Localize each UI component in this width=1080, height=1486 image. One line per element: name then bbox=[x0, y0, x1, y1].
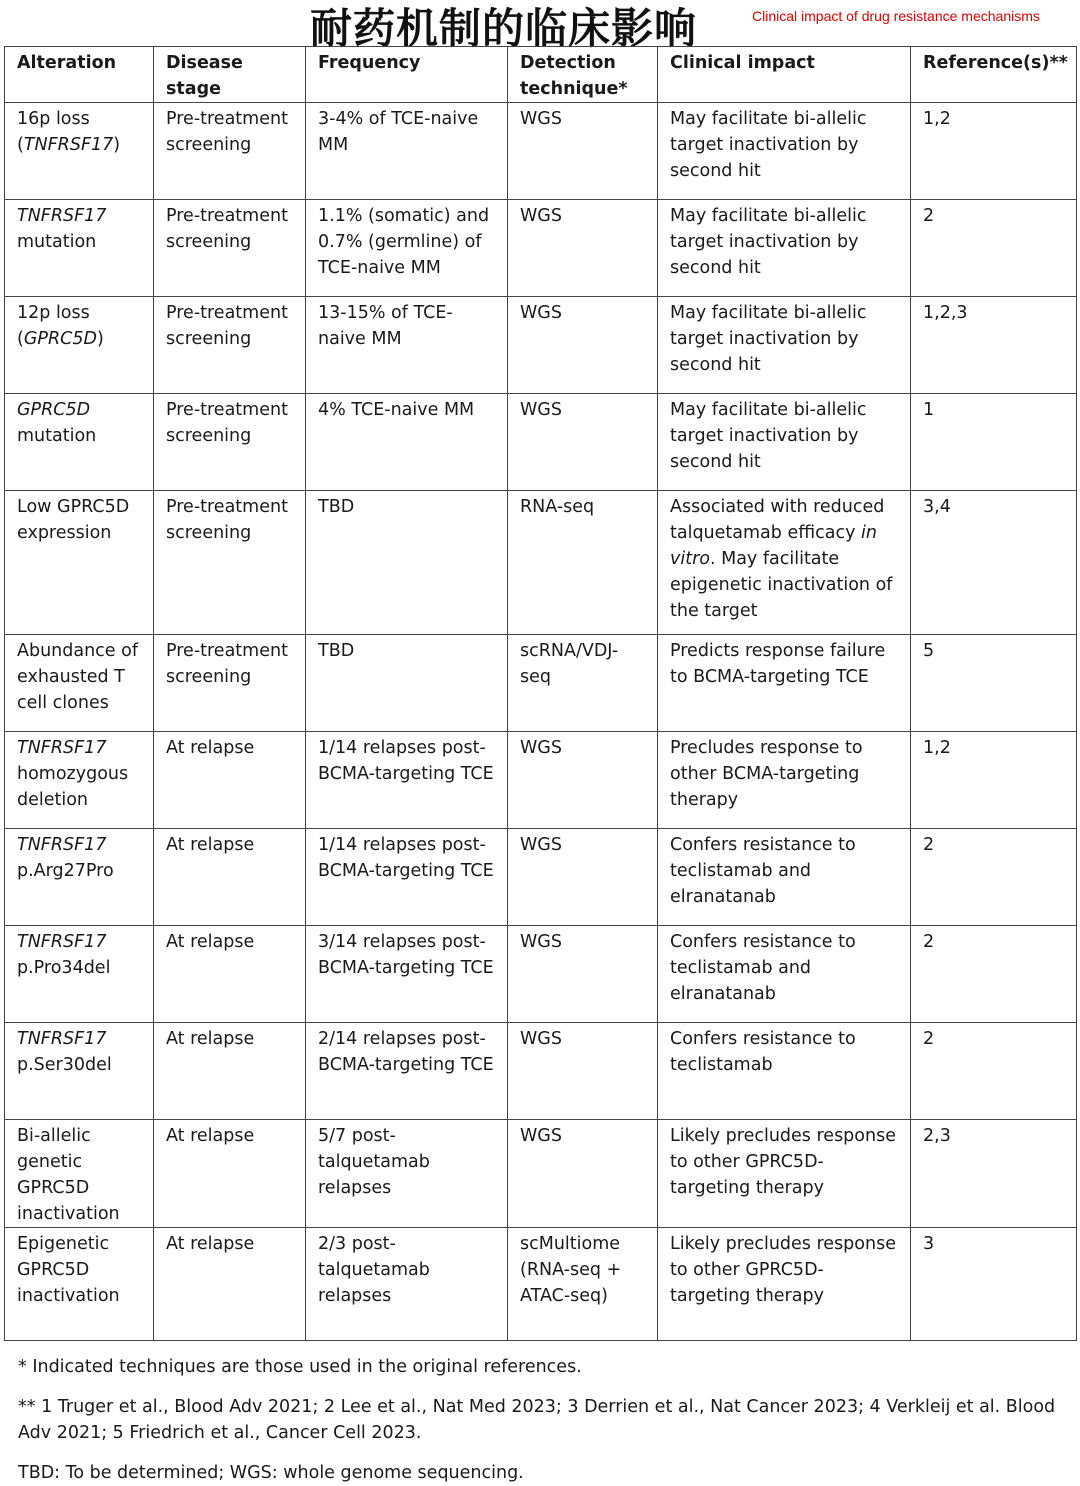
table-row bbox=[5, 394, 1077, 491]
cell-references: 3,4 bbox=[911, 491, 1077, 635]
cell-disease-stage: Pre-treatment screening bbox=[154, 200, 306, 297]
impact-text: Confers resistance to teclistamab bbox=[670, 1029, 856, 1075]
footnote-references: ** 1 Truger et al., Blood Adv 2021; 2 Lee et al., Nat Med 2023; 3 Derrien et al., Nat Cancer 2023; 4 Verkleij et al. Blood Adv 2021; 5 Friedrich et al., Cancer Cell 2023. bbox=[18, 1397, 1056, 1443]
cell-frequency: 1/14 relapses post-BCMA-targeting TCE bbox=[306, 732, 508, 829]
cell-clinical-impact bbox=[658, 1120, 911, 1228]
cell-alteration bbox=[5, 200, 154, 297]
cell-frequency: 1.1% (somatic) and 0.7% (germline) of TCE-naive MM bbox=[306, 200, 508, 297]
cell-frequency: 1/14 relapses post-BCMA-targeting TCE bbox=[306, 829, 508, 926]
alteration-suffix: p.Pro34del bbox=[17, 958, 111, 978]
cell-frequency: TBD bbox=[306, 635, 508, 732]
alteration-suffix: ) bbox=[113, 135, 121, 155]
cell-disease-stage: Pre-treatment screening bbox=[154, 297, 306, 394]
table-row bbox=[5, 926, 1077, 1023]
cell-frequency: 5/7 post-talquetamab relapses bbox=[306, 1120, 508, 1228]
cell-detection-technique: WGS bbox=[508, 103, 658, 200]
table-row bbox=[5, 1228, 1077, 1341]
cell-alteration bbox=[5, 394, 154, 491]
table-row bbox=[5, 491, 1077, 635]
cell-detection-technique: scRNA/VDJ-seq bbox=[508, 635, 658, 732]
impact-text: Precludes response to other BCMA-targeting therapy bbox=[670, 738, 863, 810]
gene-name: TNFRSF17 bbox=[17, 835, 107, 855]
cell-alteration bbox=[5, 829, 154, 926]
cell-detection-technique: WGS bbox=[508, 926, 658, 1023]
cell-alteration bbox=[5, 491, 154, 635]
gene-name: TNFRSF17 bbox=[17, 206, 107, 226]
cell-references: 2 bbox=[911, 1023, 1077, 1120]
table-row bbox=[5, 200, 1077, 297]
cell-disease-stage: Pre-treatment screening bbox=[154, 394, 306, 491]
cell-alteration bbox=[5, 297, 154, 394]
cell-detection-technique: WGS bbox=[508, 1120, 658, 1228]
cell-alteration bbox=[5, 635, 154, 732]
cell-clinical-impact bbox=[658, 200, 911, 297]
page-title-english: Clinical impact of drug resistance mechanisms bbox=[752, 8, 1040, 24]
cell-disease-stage: Pre-treatment screening bbox=[154, 103, 306, 200]
cell-disease-stage: At relapse bbox=[154, 926, 306, 1023]
cell-disease-stage: At relapse bbox=[154, 1023, 306, 1120]
impact-text: Likely precludes response to other GPRC5D-targeting therapy bbox=[670, 1126, 896, 1198]
column-header-detection-technique: Detection technique* bbox=[508, 47, 658, 103]
alteration-suffix: homozygous deletion bbox=[17, 764, 129, 810]
cell-detection-technique: scMultiome (RNA-seq + ATAC-seq) bbox=[508, 1228, 658, 1341]
column-header-disease-stage: Disease stage bbox=[154, 47, 306, 103]
cell-detection-technique: WGS bbox=[508, 297, 658, 394]
cell-clinical-impact bbox=[658, 635, 911, 732]
gene-name: TNFRSF17 bbox=[17, 738, 107, 758]
cell-detection-technique: WGS bbox=[508, 732, 658, 829]
gene-name: TNFRSF17 bbox=[17, 1029, 107, 1049]
impact-text: May facilitate bi-allelic target inactivation by second hit bbox=[670, 109, 867, 181]
cell-references: 2 bbox=[911, 926, 1077, 1023]
impact-text: Associated with reduced talquetamab efficacy bbox=[670, 497, 885, 543]
cell-references: 2 bbox=[911, 200, 1077, 297]
gene-name: GPRC5D bbox=[17, 400, 91, 420]
table-row bbox=[5, 1023, 1077, 1120]
cell-disease-stage: Pre-treatment screening bbox=[154, 491, 306, 635]
impact-text: Predicts response failure to BCMA-targeting TCE bbox=[670, 641, 886, 687]
cell-references: 3 bbox=[911, 1228, 1077, 1341]
cell-disease-stage: At relapse bbox=[154, 1228, 306, 1341]
cell-clinical-impact bbox=[658, 732, 911, 829]
impact-text: May facilitate bi-allelic target inactivation by second hit bbox=[670, 303, 867, 375]
column-header-alteration: Alteration bbox=[5, 47, 154, 103]
table-body bbox=[5, 103, 1077, 1341]
cell-detection-technique: WGS bbox=[508, 394, 658, 491]
cell-frequency: TBD bbox=[306, 491, 508, 635]
table-row bbox=[5, 635, 1077, 732]
alteration-suffix: ) bbox=[96, 329, 104, 349]
cell-clinical-impact bbox=[658, 1228, 911, 1341]
alteration-text: Low GPRC5D expression bbox=[17, 497, 130, 543]
cell-frequency: 4% TCE-naive MM bbox=[306, 394, 508, 491]
cell-alteration bbox=[5, 1023, 154, 1120]
cell-clinical-impact bbox=[658, 1023, 911, 1120]
alteration-text: Bi-allelic genetic GPRC5D inactivation bbox=[17, 1126, 120, 1224]
cell-disease-stage: At relapse bbox=[154, 829, 306, 926]
cell-frequency: 3-4% of TCE-naive MM bbox=[306, 103, 508, 200]
cell-alteration bbox=[5, 732, 154, 829]
column-header-clinical-impact: Clinical impact bbox=[658, 47, 911, 103]
cell-references: 2,3 bbox=[911, 1120, 1077, 1228]
table-row bbox=[5, 103, 1077, 200]
impact-text: Confers resistance to teclistamab and elranatanab bbox=[670, 932, 856, 1004]
alteration-text: Abundance of exhausted T cell clones bbox=[17, 641, 139, 713]
alteration-suffix: p.Ser30del bbox=[17, 1055, 112, 1075]
cell-alteration bbox=[5, 1228, 154, 1341]
table-row bbox=[5, 829, 1077, 926]
alteration-suffix: mutation bbox=[17, 426, 97, 446]
resistance-mechanisms-table bbox=[4, 46, 1077, 1341]
gene-name: TNFRSF17 bbox=[17, 932, 107, 952]
footnote-abbreviations: TBD: To be determined; WGS: whole genome sequencing. bbox=[18, 1463, 524, 1483]
table-row bbox=[5, 732, 1077, 829]
impact-text: May facilitate bi-allelic target inactivation by second hit bbox=[670, 206, 867, 278]
cell-alteration bbox=[5, 1120, 154, 1228]
page-title-chinese: 耐药机制的临床影响 bbox=[310, 4, 698, 53]
cell-detection-technique: RNA-seq bbox=[508, 491, 658, 635]
cell-references: 1,2 bbox=[911, 732, 1077, 829]
cell-frequency: 2/3 post-talquetamab relapses bbox=[306, 1228, 508, 1341]
impact-text-cont: . May facilitate epigenetic inactivation of the target bbox=[670, 549, 893, 621]
gene-name: TNFRSF17 bbox=[23, 135, 114, 155]
cell-references: 1,2,3 bbox=[911, 297, 1077, 394]
alteration-text: 16p loss ( bbox=[17, 109, 90, 155]
cell-alteration bbox=[5, 926, 154, 1023]
cell-clinical-impact bbox=[658, 297, 911, 394]
alteration-suffix: mutation bbox=[17, 232, 97, 252]
alteration-text: Epigenetic GPRC5D inactivation bbox=[17, 1234, 120, 1306]
impact-text: Confers resistance to teclistamab and elranatanab bbox=[670, 835, 856, 907]
table-row bbox=[5, 297, 1077, 394]
alteration-suffix: p.Arg27Pro bbox=[17, 861, 114, 881]
cell-clinical-impact bbox=[658, 491, 911, 635]
gene-name: GPRC5D bbox=[23, 329, 97, 349]
cell-clinical-impact bbox=[658, 926, 911, 1023]
cell-clinical-impact bbox=[658, 394, 911, 491]
cell-clinical-impact bbox=[658, 829, 911, 926]
cell-detection-technique: WGS bbox=[508, 1023, 658, 1120]
cell-clinical-impact bbox=[658, 103, 911, 200]
column-header-references: Reference(s)** bbox=[911, 47, 1077, 103]
column-header-frequency: Frequency bbox=[306, 47, 508, 103]
footnote-technique: * Indicated techniques are those used in the original references. bbox=[18, 1357, 582, 1377]
cell-references: 1 bbox=[911, 394, 1077, 491]
cell-references: 5 bbox=[911, 635, 1077, 732]
impact-text: Likely precludes response to other GPRC5D-targeting therapy bbox=[670, 1234, 896, 1306]
table-header-row bbox=[5, 47, 1077, 103]
cell-references: 2 bbox=[911, 829, 1077, 926]
cell-disease-stage: Pre-treatment screening bbox=[154, 635, 306, 732]
cell-disease-stage: At relapse bbox=[154, 732, 306, 829]
table-row bbox=[5, 1120, 1077, 1228]
cell-frequency: 3/14 relapses post-BCMA-targeting TCE bbox=[306, 926, 508, 1023]
alteration-text: 12p loss ( bbox=[17, 303, 90, 349]
cell-detection-technique: WGS bbox=[508, 200, 658, 297]
cell-detection-technique: WGS bbox=[508, 829, 658, 926]
cell-alteration bbox=[5, 103, 154, 200]
impact-italic: in vitro bbox=[670, 523, 877, 569]
cell-references: 1,2 bbox=[911, 103, 1077, 200]
impact-text: May facilitate bi-allelic target inactivation by second hit bbox=[670, 400, 867, 472]
cell-frequency: 2/14 relapses post-BCMA-targeting TCE bbox=[306, 1023, 508, 1120]
cell-frequency: 13-15% of TCE-naive MM bbox=[306, 297, 508, 394]
cell-disease-stage: At relapse bbox=[154, 1120, 306, 1228]
